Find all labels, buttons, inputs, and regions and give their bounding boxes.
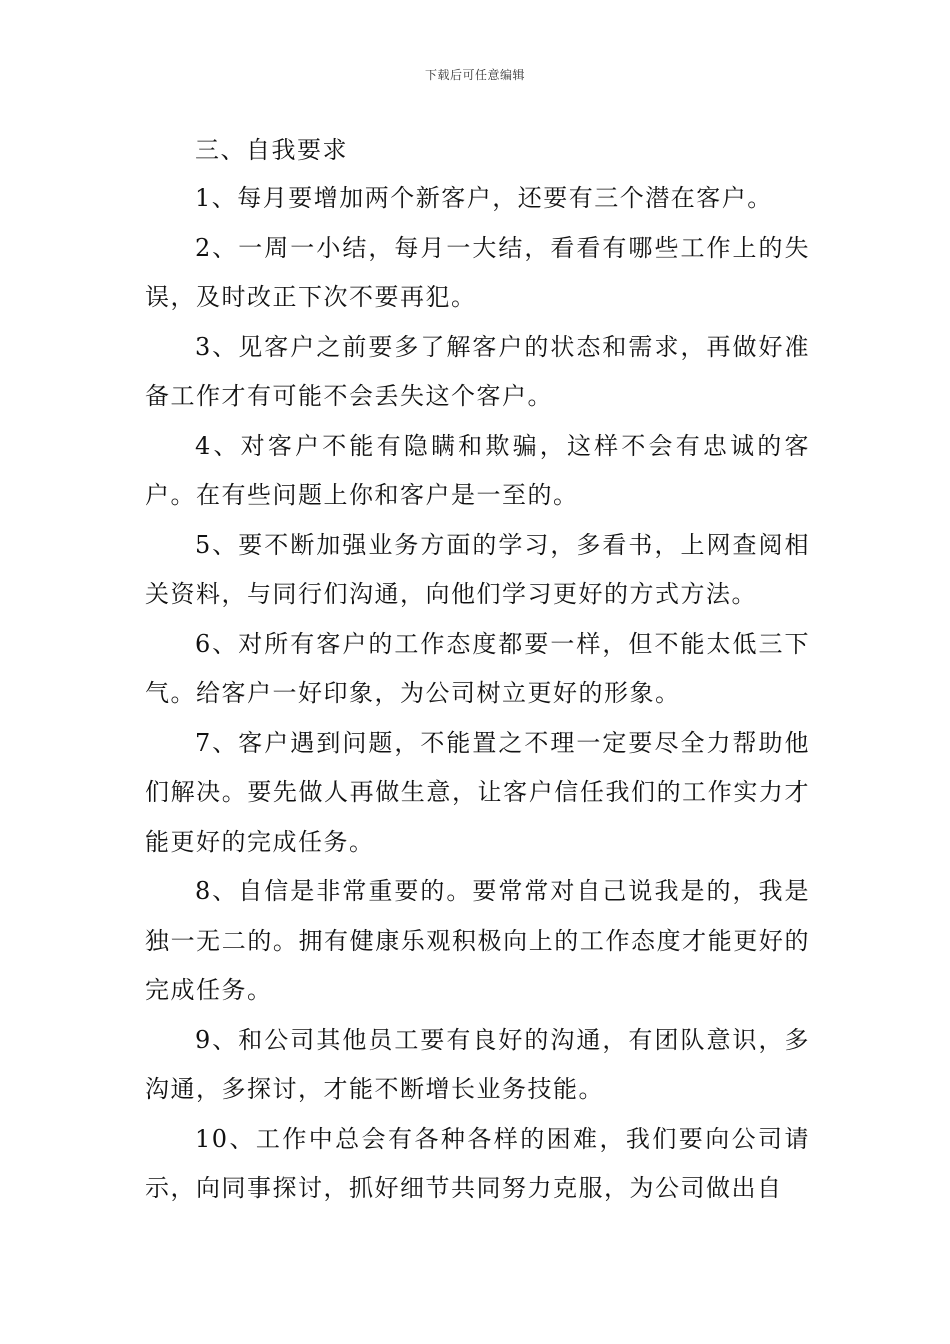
list-item: 2、一周一小结，每月一大结，看看有哪些工作上的失误，及时改正下次不要再犯。 xyxy=(145,233,810,311)
list-item: 1、每月要增加两个新客户，还要有三个潜在客户。 xyxy=(195,184,773,212)
list-item: 10、工作中总会有各种各样的困难，我们要向公司请示，向同事探讨，抓好细节共同努力克服，为公司做出自 xyxy=(145,1124,810,1202)
list-item: 5、要不断加强业务方面的学习，多看书，上网查阅相关资料，与同行们沟通，向他们学习更好的方式方法。 xyxy=(145,530,810,608)
section-title: 三、自我要求 xyxy=(195,136,348,164)
list-item: 3、见客户之前要多了解客户的状态和需求，再做好准备工作才有可能不会丢失这个客户。 xyxy=(145,332,810,410)
header-note: 下载后可任意编辑 xyxy=(424,68,525,82)
list-item: 7、客户遇到问题，不能置之不理一定要尽全力帮助他们解决。要先做人再做生意，让客户信任我们的工作实力才能更好的完成任务。 xyxy=(145,728,810,856)
list-item: 9、和公司其他员工要有良好的沟通，有团队意识，多沟通，多探讨，才能不断增长业务技能。 xyxy=(145,1025,810,1103)
list-item: 6、对所有客户的工作态度都要一样，但不能太低三下气。给客户一好印象，为公司树立更好的形象。 xyxy=(145,629,810,707)
document-body xyxy=(145,126,810,1214)
list-item: 8、自信是非常重要的。要常常对自己说我是的，我是独一无二的。拥有健康乐观积极向上的工作态度才能更好的完成任务。 xyxy=(145,877,810,1004)
list-item: 4、对客户不能有隐瞒和欺骗，这样不会有忠诚的客户。在有些问题上你和客户是一至的。 xyxy=(145,431,810,509)
